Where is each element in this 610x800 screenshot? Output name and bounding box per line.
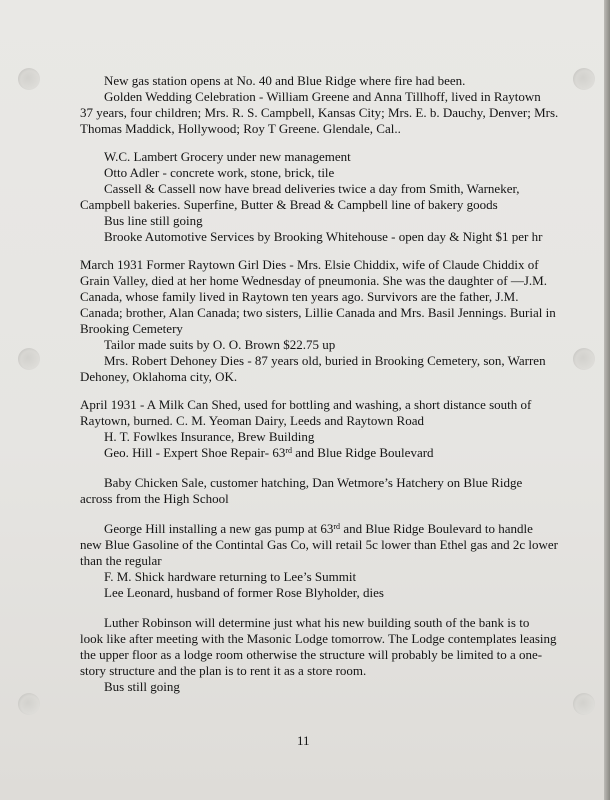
text-line: Tailor made suits by O. O. Brown $22.75 up xyxy=(104,337,336,352)
text-line: Mrs. Robert Dehoney Dies - 87 years old, buried in Brooking Cemetery, son, Warren xyxy=(104,353,546,368)
text-line: Bus line still going xyxy=(104,213,203,228)
text-line: Thomas Maddick, Hollywood; Roy T Greene. Glendale, Cal.. xyxy=(80,121,401,136)
text-line: Grain Valley, died at her home Wednesday of pneumonia. She was the daughter of —J.M. xyxy=(80,273,547,288)
text-line: Otto Adler - concrete work, stone, brick, tile xyxy=(104,165,335,180)
text-line: across from the High School xyxy=(80,491,229,506)
superscript: rd xyxy=(333,522,341,531)
text-line: March 1931 Former Raytown Girl Dies - Mrs. Elsie Chiddix, wife of Claude Chiddix of xyxy=(80,257,539,272)
text-line: Baby Chicken Sale, customer hatching, Dan Wetmore’s Hatchery on Blue Ridge xyxy=(104,475,523,490)
text-segment: and Blue Ridge Boulevard to handle xyxy=(340,521,533,536)
text-line: 37 years, four children; Mrs. R. S. Campbell, Kansas City; Mrs. E. b. Dauchy, Denver; Mrs. xyxy=(80,105,559,120)
text-line: W.C. Lambert Grocery under new management xyxy=(104,149,351,164)
page-number: 11 xyxy=(297,733,310,748)
text-line: Brooking Cemetery xyxy=(80,321,183,336)
text-line: than the regular xyxy=(80,553,162,568)
text-line: Bus still going xyxy=(104,679,180,694)
text-line: F. M. Shick hardware returning to Lee’s Summit xyxy=(104,569,357,584)
text-line: Luther Robinson will determine just what his new building south of the bank is to xyxy=(104,615,530,630)
text-line: Brooke Automotive Services by Brooking Whitehouse - open day & Night $1 per hr xyxy=(104,229,543,244)
text-line: new Blue Gasoline of the Contintal Gas Co, will retail 5c lower than Ethel gas and 2c lower xyxy=(80,537,558,552)
text-line: Campbell bakeries. Superfine, Butter & Bread & Campbell line of bakery goods xyxy=(80,197,498,212)
text-segment: George Hill installing a new gas pump at 63 xyxy=(104,521,334,536)
text-line: New gas station opens at No. 40 and Blue Ridge where fire had been. xyxy=(104,73,466,88)
text-line: Lee Leonard, husband of former Rose Blyholder, dies xyxy=(104,585,384,600)
text-line xyxy=(104,445,434,461)
text-line: Dehoney, Oklahoma city, OK. xyxy=(80,369,238,384)
text-segment: and Blue Ridge Boulevard xyxy=(292,445,434,460)
text-line: the upper floor as a lodge room otherwise the structure will probably be limited to a one- xyxy=(80,647,543,662)
text-line: Cassell & Cassell now have bread deliveries twice a day from Smith, Warneker, xyxy=(104,181,520,196)
text-line: story structure and the plan is to rent it as a store room. xyxy=(80,663,367,678)
text-line: Canada; brother, Alan Canada; two sisters, Lillie Canada and Mrs. Basil Jennings. Burial in xyxy=(80,305,556,320)
text-line: look like after meeting with the Masonic Lodge tomorrow. The Lodge contemplates leasing xyxy=(80,631,557,646)
text-line: H. T. Fowlkes Insurance, Brew Building xyxy=(104,429,315,444)
text-line: April 1931 - A Milk Can Shed, used for bottling and washing, a short distance south of xyxy=(80,397,532,412)
text-line xyxy=(104,521,533,537)
superscript: rd xyxy=(285,446,293,455)
text-line: Golden Wedding Celebration - William Greene and Anna Tillhoff, lived in Raytown xyxy=(104,89,541,104)
text-segment: Geo. Hill - Expert Shoe Repair- 63 xyxy=(104,445,286,460)
text-line: Raytown, burned. C. M. Yeoman Dairy, Leeds and Raytown Road xyxy=(80,413,424,428)
text-line: Canada, whose family lived in Raytown ten years ago. Survivors are the father, J.M. xyxy=(80,289,519,304)
